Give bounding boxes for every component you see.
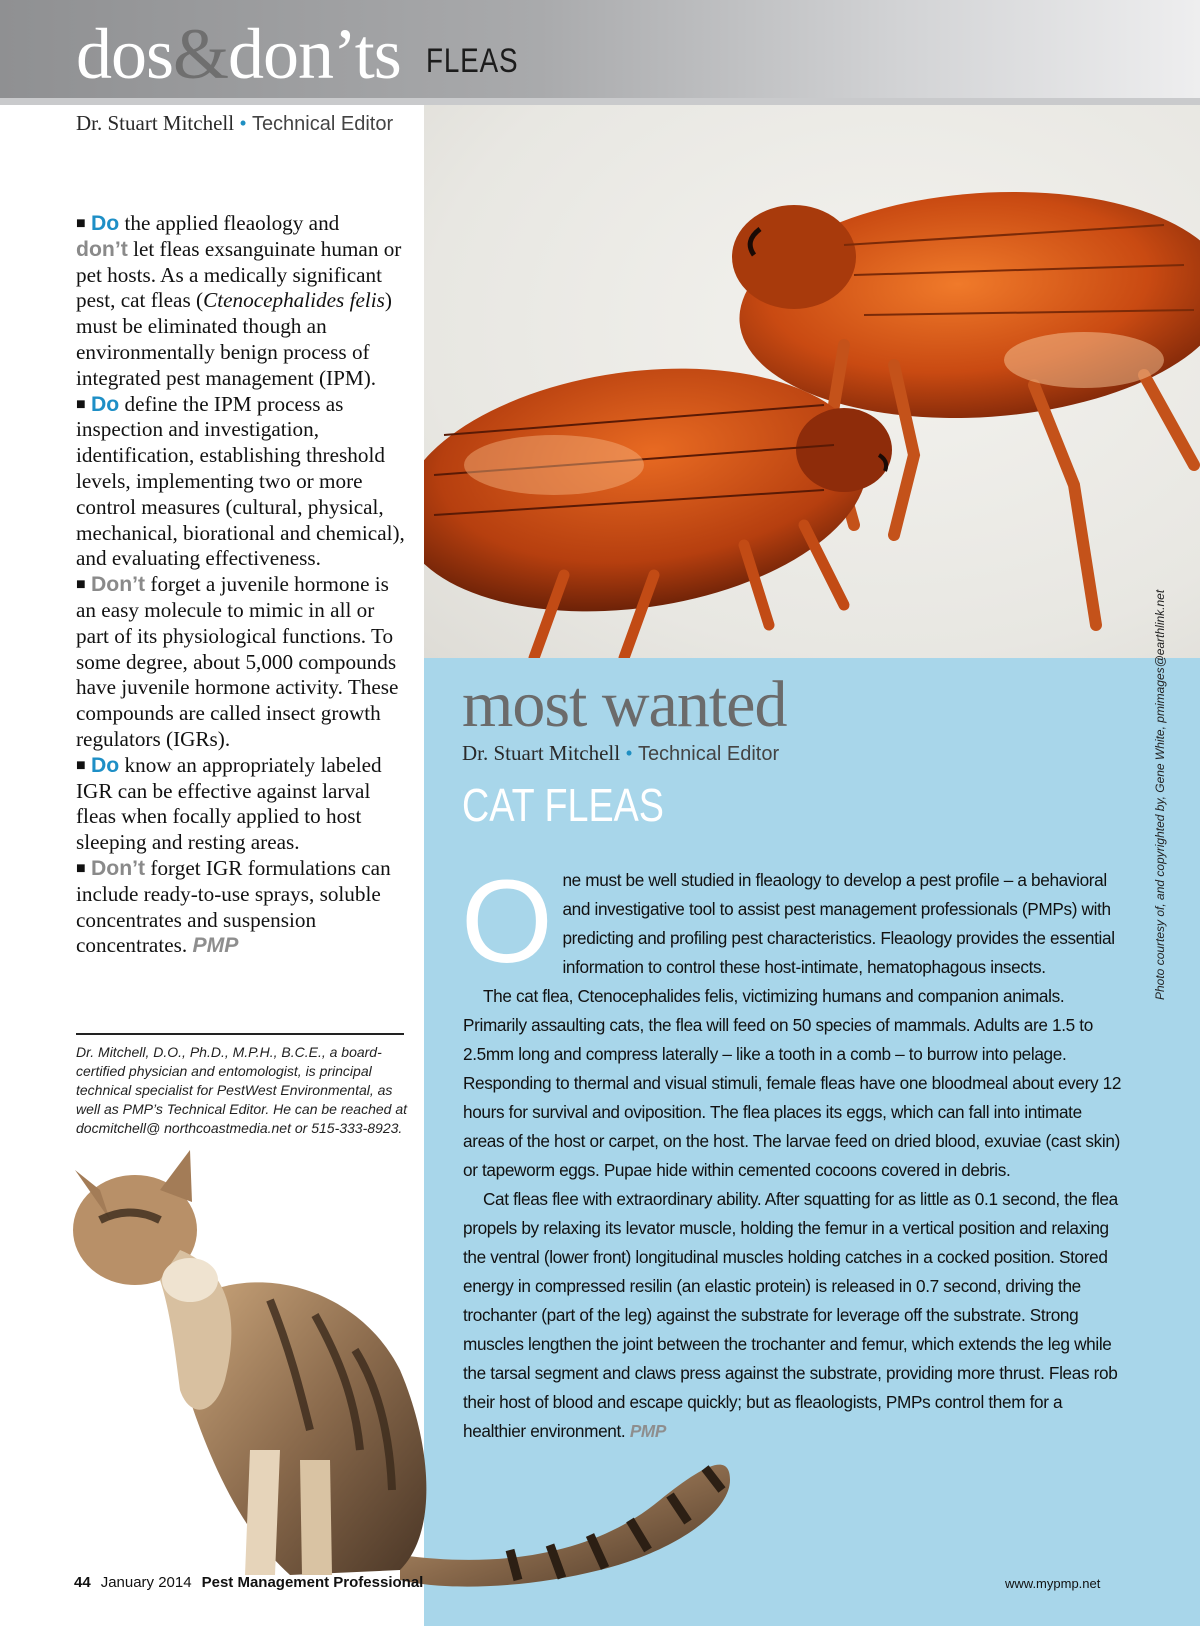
item-text: the applied fleaology and <box>124 211 340 235</box>
title-ampersand: & <box>173 14 229 94</box>
keyword-do: Do <box>90 753 120 777</box>
article-paragraph <box>461 856 1123 988</box>
keyword-dont: Don’t <box>90 573 146 597</box>
department-title <box>76 14 401 94</box>
item-text: define the IPM process as inspection and investigation, identification, establishing threshold levels, implementing two or more control measures (cultural, physical, mechanical, biorational and chemical), and evaluating effectiveness. <box>76 391 405 571</box>
byline-role: Technical Editor <box>251 113 394 135</box>
bullet-square-icon: ■ <box>76 756 86 774</box>
author-bio: Dr. Mitchell, D.O., Ph.D., M.P.H., B.C.E., a board-certified physician and entomologist, is principal technical specialist for PestWest Environmental, as well as PMP’s Technical Editor. He can be reached at docmitchell@ northcoastmedia.net or 515-333-8923. <box>76 1044 407 1136</box>
bullet-square-icon: ■ <box>76 395 86 413</box>
item-text: know an appropriately labeled IGR can be effective against larval fleas when focally applied to host sleeping and resting areas. <box>76 752 382 855</box>
footer-url[interactable]: www.mypmp.net <box>1005 1576 1101 1591</box>
keyword-do: Do <box>90 212 120 235</box>
byline-separator: • <box>239 111 247 135</box>
paragraph-text: ne must be well studied in fleaology to develop a pest profile – a behavioral and investigative tool to assist pest management professionals (PMPs) with predicting and profiling pest characteristics. Fleaology provides the essential information to control these host-intimate, hematophagous insects. <box>562 870 1115 977</box>
article-paragraph: The cat flea, Ctenocephalides felis, victimizing humans and companion animals. Primarily assaulting cats, the flea will feed on 50 species of mammals. Adults are 1.5 to 2.5mm long and compress laterally – like a tooth in a comb – to burrow into pelage. Responding to thermal and visual stimuli, female fleas have one bloodmeal about every 12 hours for survival and oviposition. The flea places its eggs, which can fall into intimate areas of the host or carpet, on the host. The larvae feed on dried blood, exuviae (cast skin) or tapeworm eggs. Pupae hide within cemented cocoons covered in debris. <box>463 986 1122 1180</box>
list-item <box>76 211 410 392</box>
item-italic-text: Ctenocephalides felis <box>203 288 385 313</box>
byline <box>76 111 393 136</box>
keyword-dont: don’t <box>76 237 128 261</box>
article-paragraph <box>463 1185 1123 1446</box>
page-number: 44 <box>74 1574 91 1591</box>
list-item <box>76 392 410 573</box>
bullet-square-icon: ■ <box>76 859 86 877</box>
item-text: let fleas exsanguinate human or pet hosts. As a medically significant pest, cat fleas ( <box>76 236 402 313</box>
footer-folio <box>74 1574 423 1591</box>
article-body <box>461 856 1123 1446</box>
list-item <box>76 856 410 959</box>
byline-separator: • <box>625 741 633 765</box>
list-item <box>76 572 410 753</box>
keyword-do: Do <box>90 392 120 416</box>
pmp-end-mark: PMP <box>192 934 239 958</box>
bio-divider <box>76 1033 404 1035</box>
drop-cap: O <box>461 856 553 988</box>
list-item <box>76 753 410 856</box>
header-rule <box>0 98 1200 105</box>
dos-donts-list <box>76 211 410 959</box>
item-text: forget IGR formulations can include ready-to-use sprays, soluble concentrates and suspension concentrates. <box>76 855 391 958</box>
bullet-square-icon: ■ <box>76 215 86 232</box>
section-label: FLEAS <box>426 42 519 80</box>
item-text: forget a juvenile hormone is an easy molecule to mimic in all or part of its physiological functions. To some degree, about 5,000 compounds have juvenile hormone activity. These compounds are called insect growth regulators (IGRs). <box>76 572 399 751</box>
most-wanted-byline <box>462 741 779 766</box>
byline-name: Dr. Stuart Mitchell <box>76 111 235 135</box>
fleas-illustration <box>424 105 1200 658</box>
item-text-cont: ) must be eliminated though an environmentally benign process of integrated pest management (IPM). <box>76 288 392 390</box>
pmp-end-mark: PMP <box>629 1421 667 1441</box>
issue-date: January 2014 <box>100 1574 192 1591</box>
byline-name: Dr. Stuart Mitchell <box>462 741 621 765</box>
article-subtitle: CAT FLEAS <box>462 779 664 831</box>
publication-name: Pest Management Professional <box>201 1574 424 1591</box>
title-donts: don’ts <box>228 14 401 94</box>
flea-photo <box>424 105 1200 658</box>
keyword-dont: Don’t <box>90 856 146 880</box>
byline-role: Technical Editor <box>637 743 780 765</box>
photo-credit: Photo courtesy of, and copyrighted by, Gene White, pmimages@earthlink.net <box>1153 589 1167 1000</box>
title-dos: dos <box>76 14 174 94</box>
most-wanted-title: most wanted <box>462 668 787 741</box>
bullet-square-icon: ■ <box>76 576 86 594</box>
paragraph-text: Cat fleas flee with extraordinary ability. After squatting for as little as 0.1 second, the flea propels by relaxing its levator muscle, holding the femur in a vertical position and relaxing the ventral (lower front) longitudinal muscles holding catches in a cocked position. Stored energy in compressed resilin (an elastic protein) is released in 0.7 second, driving the trochanter (part of the leg) against the substrate for leverage off the substrate. Strong muscles lengthen the joint between the trochanter and femur, which extends the leg while the tarsal segment and claws press against the substrate, providing more thrust. Fleas rob their host of blood and escape quickly; but as fleaologists, PMPs control them for a healthier environment. <box>463 1189 1118 1441</box>
